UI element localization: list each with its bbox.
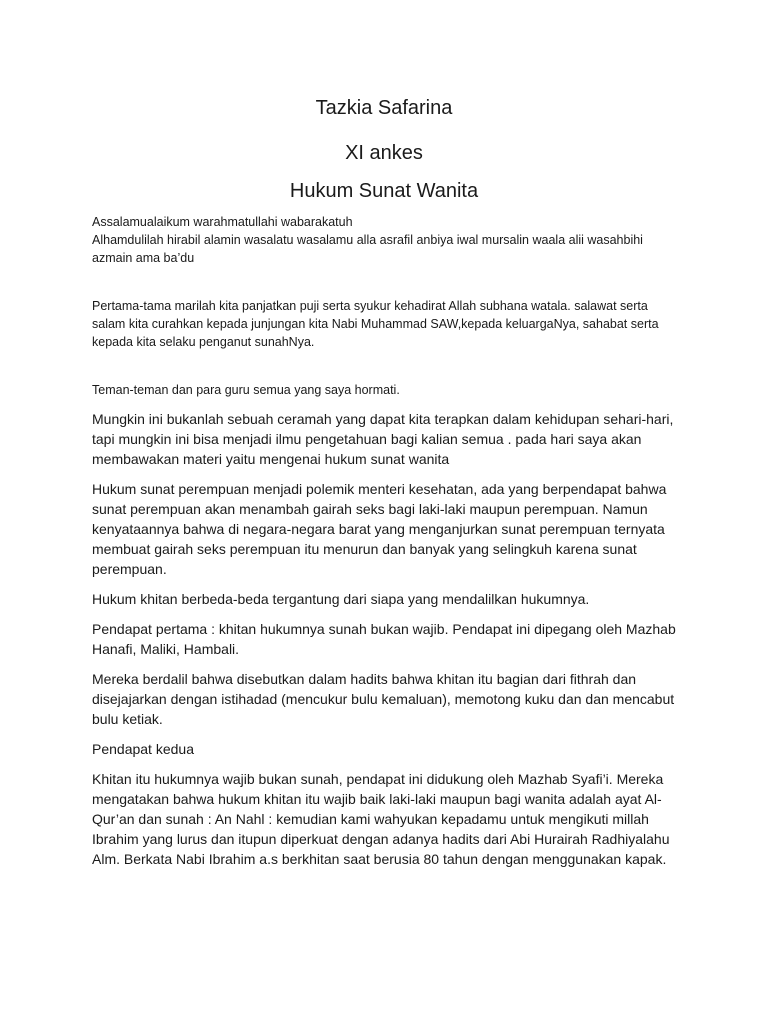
argument-paragraph: Mereka berdalil bahwa disebutkan dalam hadits bahwa khitan itu bagian dari fithrah dan disejajarkan dengan istihadad (mencukur bulu kemaluan), memotong kuku dan dan mencabut bulu ketiak. [92, 671, 675, 727]
varies-paragraph: Hukum khitan berbeda-beda tergantung dari siapa yang mendalilkan hukumnya. [92, 591, 590, 607]
second-opinion-paragraph: Khitan itu hukumnya wajib bukan sunah, pendapat ini didukung oleh Mazhab Syafi’i. Mereka mengatakan bahwa hukum khitan itu wajib baik laki-laki maupun bagi wanita adalah ayat Al-Qur’an dan sunah : An Nahl : kemudian kami wahyukan kepadamu untuk mengikuti millah Ibrahim yang lurus dan itupun diperkuat dengan adanya hadits dari Abi Hurairah Radhiyalahu Alm. Berkata Nabi Ibrahim a.s berkhitan saat berusia 80 tahun dengan menggunakan kapak. [92, 771, 670, 867]
intro-paragraph: Mungkin ini bukanlah sebuah ceramah yang dapat kita terapkan dalam kehidupan sehari-hari, tapi mungkin ini bisa menjadi ilmu pengetahuan bagi kalian semua . pada hari saya akan membawakan materi yaitu mengenai hukum sunat wanita [92, 411, 674, 467]
greeting-line-2: Alhamdulilah hirabil alamin wasalatu wasalamu alla asrafil anbiya iwal mursalin waala alii wasahbihi azmain ama ba’du [92, 233, 643, 265]
second-opinion-heading: Pendapat kedua [92, 741, 194, 757]
opening-paragraph: Pertama-tama marilah kita panjatkan puji serta syukur kehadirat Allah subhana watala. salawat serta salam kita curahkan kepada junjungan kita Nabi Muhammad SAW,kepada keluargaNya, sahabat serta kepada kita selaku penganut sunahNya. [92, 299, 659, 349]
class-name: XI ankes [345, 142, 423, 164]
author-name: Tazkia Safarina [315, 97, 453, 119]
greeting-line-1: Assalamualaikum warahmatullahi wabarakatuh [92, 215, 353, 229]
document-title: Hukum Sunat Wanita [289, 180, 479, 202]
address-line: Teman-teman dan para guru semua yang saya hormati. [92, 383, 400, 397]
first-opinion-paragraph: Pendapat pertama : khitan hukumnya sunah bukan wajib. Pendapat ini dipegang oleh Mazhab Hanafi, Maliki, Hambali. [92, 621, 676, 657]
polemic-paragraph: Hukum sunat perempuan menjadi polemik menteri kesehatan, ada yang berpendapat bahwa sunat perempuan akan menambah gairah seks bagi laki-laki maupun perempuan. Namun kenyataannya bahwa di negara-negara barat yang menganjurkan sunat perempuan ternyata membuat gairah seks perempuan itu menurun dan banyak yang selingkuh karena sunat perempuan. [92, 481, 667, 577]
document-body [92, 213, 676, 869]
